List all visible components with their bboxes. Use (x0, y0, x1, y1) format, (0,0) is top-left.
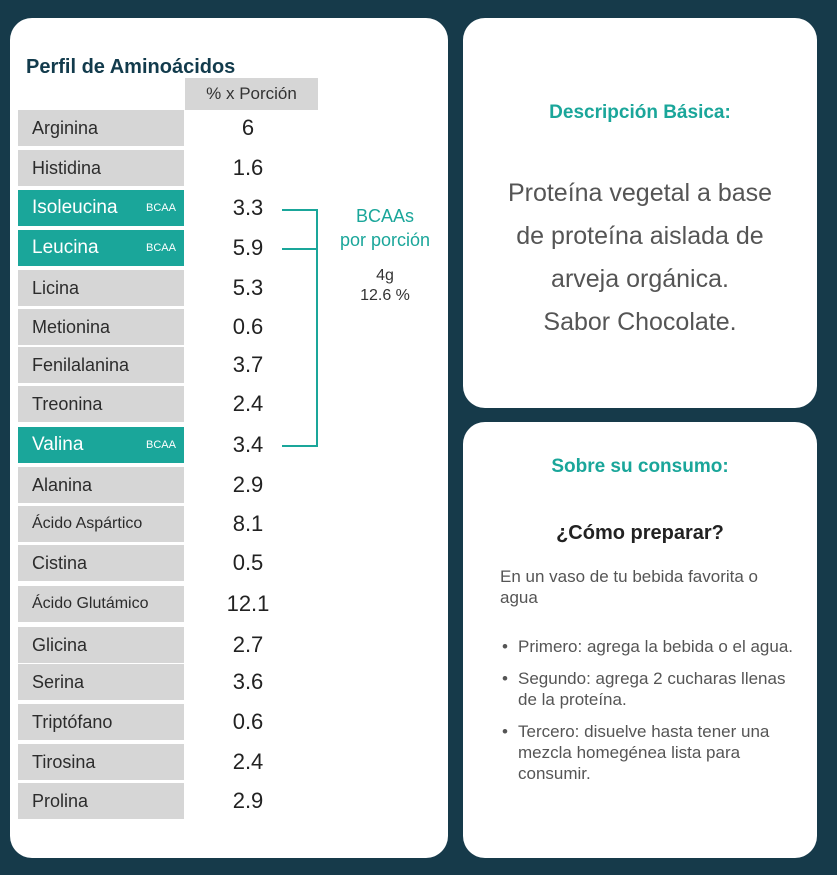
amino-row (18, 467, 438, 503)
amino-value: 0.6 (232, 709, 264, 734)
description-line: Sabor Chocolate. (543, 308, 737, 336)
preparation-step: • Tercero: disuelve hasta tener una mezcla homegénea lista para consumir. (500, 721, 800, 784)
amino-profile-card (10, 18, 448, 858)
bracket-vertical (316, 209, 318, 447)
amino-name (18, 586, 184, 622)
amino-value: 3.6 (232, 669, 264, 694)
amino-value: 8.1 (232, 511, 264, 536)
amino-row (18, 506, 438, 542)
amino-row (18, 309, 438, 345)
amino-name (18, 545, 184, 581)
amino-name-text: Arginina (32, 118, 99, 138)
amino-row (18, 627, 438, 663)
amino-name (18, 386, 184, 422)
bcaa-tag: BCAA (146, 242, 176, 254)
amino-value: 5.3 (232, 275, 264, 300)
amino-name-text: Fenilalanina (32, 355, 130, 375)
amino-name-text: Valina (32, 434, 84, 455)
description-line: arveja orgánica. (551, 265, 729, 293)
amino-row (18, 783, 438, 819)
amino-name (18, 230, 184, 266)
amino-name (18, 664, 184, 700)
consumption-card (463, 422, 817, 858)
amino-value: 0.5 (232, 550, 264, 575)
preparation-steps (500, 636, 800, 795)
amino-name-text: Isoleucina (32, 197, 118, 218)
bracket-tick-leucina (282, 248, 318, 250)
amino-row (18, 386, 438, 422)
amino-row (18, 586, 438, 622)
amino-name-text: Serina (32, 672, 85, 692)
amino-name-text: Histidina (32, 158, 102, 178)
preparation-step: • Segundo: agrega 2 cucharas llenas de la proteína. (500, 668, 800, 710)
amino-value: 2.7 (232, 632, 264, 657)
amino-name (18, 427, 184, 463)
amino-value: 2.9 (232, 788, 264, 813)
bracket-tick-valina (282, 445, 318, 447)
amino-value: 3.7 (232, 352, 264, 377)
amino-name (18, 506, 184, 542)
amino-name (18, 467, 184, 503)
amino-value: 0.6 (232, 314, 264, 339)
amino-name (18, 704, 184, 740)
amino-row (18, 744, 438, 780)
bcaa-total (326, 266, 444, 306)
amino-name-text: Licina (32, 278, 80, 298)
amino-name (18, 309, 184, 345)
amino-value: 2.9 (232, 472, 264, 497)
amino-name (18, 627, 184, 663)
consumption-heading: Sobre su consumo: (551, 456, 729, 477)
amino-value: 6 (241, 115, 255, 140)
preparation-intro: En un vaso de tu bebida favorita o agua (500, 567, 759, 607)
column-header: % x Porción (185, 78, 318, 110)
amino-name (18, 190, 184, 226)
description-heading: Descripción Básica: (549, 102, 731, 123)
amino-name-text: Triptófano (32, 712, 113, 732)
amino-row (18, 545, 438, 581)
amino-row (18, 704, 438, 740)
amino-row (18, 150, 438, 186)
amino-value: 1.6 (232, 155, 264, 180)
amino-name (18, 783, 184, 819)
amino-name-text: Glicina (32, 635, 88, 655)
amino-name-text: Prolina (32, 791, 89, 811)
amino-name (18, 270, 184, 306)
amino-name-text: Alanina (32, 475, 93, 495)
amino-name (18, 744, 184, 780)
amino-value: 2.4 (232, 749, 264, 774)
preparation-heading: ¿Cómo preparar? (556, 522, 724, 544)
amino-value: 3.4 (232, 432, 264, 457)
amino-name-text: Metionina (32, 317, 111, 337)
bcaa-label-line2: por porción (339, 230, 431, 250)
bcaa-grams: 4g (376, 267, 394, 284)
amino-name-text: Leucina (32, 237, 99, 258)
amino-name (18, 110, 184, 146)
bcaa-tag: BCAA (146, 202, 176, 214)
amino-value: 5.9 (232, 235, 264, 260)
bracket-tick-isoleucina (282, 209, 318, 211)
profile-title: Perfil de Aminoácidos (26, 56, 236, 78)
description-text (483, 172, 797, 344)
amino-value: 2.4 (232, 391, 264, 416)
bcaa-tag: BCAA (146, 439, 176, 451)
description-line: de proteína aislada de (516, 222, 764, 250)
amino-name-text: Ácido Glutámico (32, 595, 149, 612)
amino-name-text: Treonina (32, 394, 103, 414)
amino-row (18, 347, 438, 383)
description-card (463, 18, 817, 408)
amino-row (18, 664, 438, 700)
amino-value: 12.1 (226, 591, 270, 616)
amino-row (18, 427, 438, 463)
amino-name-text: Ácido Aspártico (32, 515, 143, 532)
amino-name-text: Cistina (32, 553, 88, 573)
amino-name (18, 347, 184, 383)
amino-value: 3.3 (232, 195, 264, 220)
amino-name-text: Tirosina (32, 752, 96, 772)
amino-name (18, 150, 184, 186)
bcaa-label (326, 204, 444, 252)
bcaa-percent: 12.6 % (360, 287, 410, 304)
preparation-step: • Primero: agrega la bebida o el agua. (500, 636, 800, 657)
description-line: Proteína vegetal a base (507, 179, 773, 207)
bcaa-label-line1: BCAAs (355, 206, 415, 226)
amino-row (18, 110, 438, 146)
